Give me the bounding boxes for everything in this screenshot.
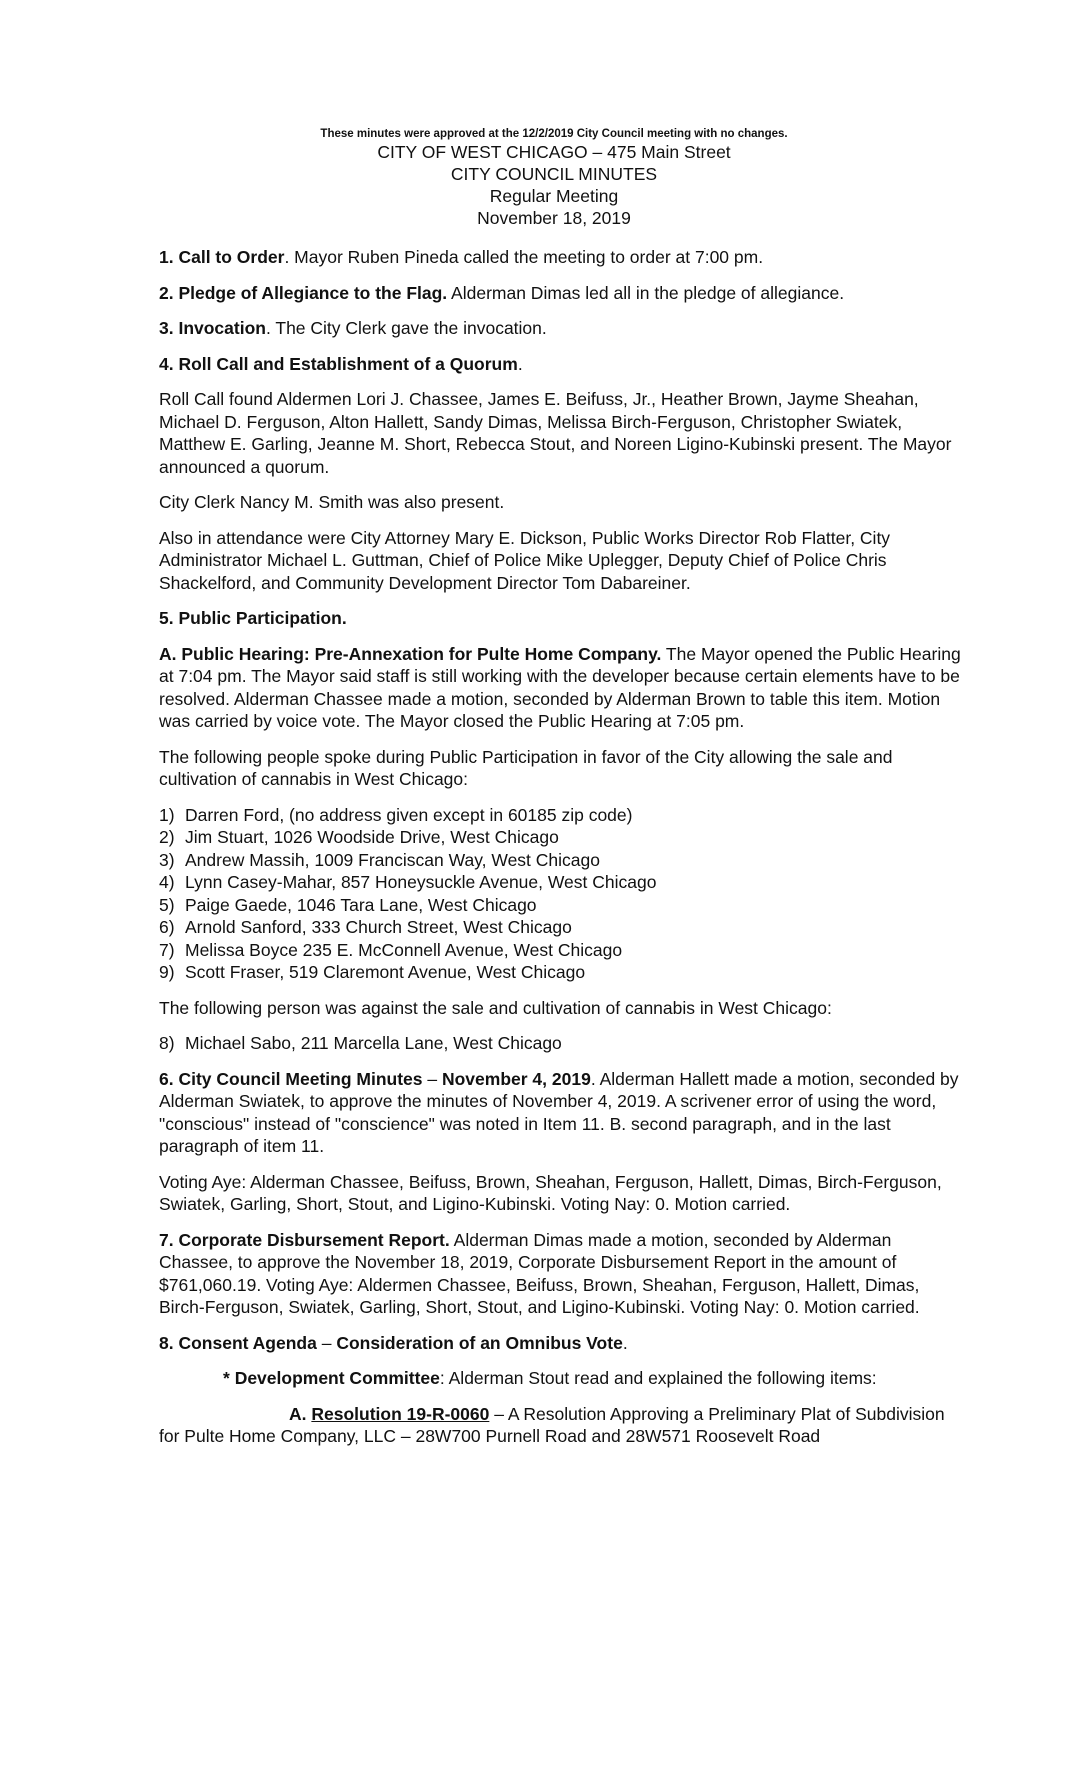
list-text: Paige Gaede, 1046 Tara Lane, West Chicago — [185, 894, 537, 915]
list-text: Lynn Casey-Mahar, 857 Honeysuckle Avenue, West Chicago — [185, 872, 657, 892]
bullet-star: * — [223, 1368, 235, 1388]
committee-name: Development Committee — [234, 1368, 440, 1388]
item-roll-call — [159, 353, 969, 376]
committee-text: : Alderman Stout read and explained the following items: — [439, 1368, 877, 1388]
item-heading-separator: – — [422, 1068, 442, 1089]
public-hearing-heading: A. Public Hearing: Pre-Annexation for Pulte Home Company. — [159, 643, 662, 664]
list-number: 9) — [159, 962, 175, 982]
roll-call-paragraph: Roll Call found Aldermen Lori J. Chassee, James E. Beifuss, Jr., Heather Brown, Jayme Sheahan, Michael D. Ferguson, Alton Hallett, Sandy Dimas, Melissa Birch-Ferguson, Christopher Swiatek, Matthew E. Garling, Jeanne M. Short, Rebecca Stout, and Noreen Ligino-Kubinski present. The Mayor announced a quorum. — [159, 389, 952, 477]
list-number: 5) — [159, 894, 175, 915]
resolution-label: A. — [289, 1403, 312, 1424]
list-text: Jim Stuart, 1026 Woodside Drive, West Chicago — [185, 827, 559, 847]
list-number: 3) — [159, 849, 175, 870]
list-number: 1) — [159, 804, 175, 825]
list-number: 2) — [159, 827, 175, 847]
list-item — [159, 939, 969, 962]
list-text: Arnold Sanford, 333 Church Street, West Chicago — [185, 917, 572, 937]
resolution-number-link[interactable]: Resolution 19-R-0060 — [311, 1403, 490, 1424]
city-address-line: CITY OF WEST CHICAGO – 475 Main Street — [377, 142, 731, 162]
attendance-paragraph: Also in attendance were City Attorney Mary E. Dickson, Public Works Director Rob Flatter, City Administrator Michael L. Guttman, Chief of Police Mike Uplegger, Deputy Chief of Police Chris Shackelford, and Community Development Director Tom Dabareiner. — [159, 527, 891, 593]
list-number: 4) — [159, 872, 175, 892]
list-number: 6) — [159, 917, 175, 937]
list-item — [159, 804, 969, 827]
resolution-item-a — [159, 1403, 969, 1448]
list-text: Michael Sabo, 211 Marcella Lane, West Chicago — [185, 1033, 562, 1053]
item-text: Alderman Dimas led all in the pledge of allegiance. — [447, 282, 845, 303]
item-heading-end: . — [517, 353, 523, 374]
approval-note: These minutes were approved at the 12/2/2019 City Council meeting with no changes. — [320, 128, 788, 140]
list-item — [159, 961, 969, 984]
item-heading: 5. Public Participation. — [159, 608, 347, 628]
item-text: . Mayor Ruben Pineda called the meeting to order at 7:00 pm. — [284, 247, 764, 267]
list-text: Darren Ford, (no address given except in 60185 zip code) — [185, 804, 633, 825]
item-heading: 8. Consent Agenda — [159, 1332, 317, 1353]
item-consent-agenda — [159, 1332, 969, 1355]
minutes-vote-paragraph: Voting Aye: Alderman Chassee, Beifuss, Brown, Sheahan, Ferguson, Hallett, Dimas, Birch-Ferguson, Swiatek, Garling, Short, Stout, and Ligino-Kubinski. Voting Nay: 0. Motion carried. — [159, 1171, 942, 1214]
development-committee-line — [159, 1367, 969, 1390]
item-heading-separator: – — [316, 1332, 337, 1353]
clerk-present-paragraph: City Clerk Nancy M. Smith was also present. — [159, 492, 505, 512]
meeting-type: Regular Meeting — [489, 186, 619, 206]
item-heading-end: . — [622, 1332, 628, 1353]
favor-intro: The following people spoke during Public Participation in favor of the City allowing the sale and cultivation of cannabis in West Chicago: — [159, 746, 893, 789]
item-text: . Alderman Hallett made a motion, seconded by Alderman Swiatek, to approve the minutes of November 4, 2019. A scrivener error of using the word, "conscious" instead of "conscience" was noted in Item 11. B. second paragraph, and in the last paragraph of item 11. — [159, 1068, 959, 1156]
list-number: 8) — [159, 1033, 175, 1053]
item-heading: 2. Pledge of Allegiance to the Flag. — [159, 282, 448, 303]
favor-speaker-list — [159, 804, 969, 984]
minutes-page — [159, 128, 969, 1461]
item-heading: 6. City Council Meeting Minutes — [159, 1068, 423, 1089]
item-text: Alderman Dimas made a motion, seconded by Alderman Chassee, to approve the November 18, 2019, Corporate Disbursement Report in the amount of $761,060.19. Voting Aye: Aldermen Chassee, Beifuss, Brown, Sheahan, Ferguson, Hallett, Dimas, Birch-Ferguson, Swiatek, Garling, Short, Stout, and Ligino-Kubinski. Voting Nay: 0. Motion carried. — [159, 1229, 920, 1317]
item-heading: 1. Call to Order — [159, 247, 285, 267]
against-intro: The following person was against the sale and cultivation of cannabis in West Chicago: — [159, 997, 832, 1018]
list-item — [159, 916, 969, 939]
list-text: Melissa Boyce 235 E. McConnell Avenue, West Chicago — [185, 939, 623, 960]
list-item — [159, 894, 969, 917]
item-council-minutes — [159, 1068, 969, 1158]
item-invocation — [159, 317, 969, 340]
item-text: . The City Clerk gave the invocation. — [265, 318, 547, 338]
document-header — [139, 128, 969, 229]
item-heading: 3. Invocation — [159, 318, 266, 338]
item-call-to-order — [159, 246, 969, 269]
item-heading: 7. Corporate Disbursement Report. — [159, 1229, 450, 1250]
item-heading: 4. Roll Call and Establishment of a Quorum — [159, 353, 518, 374]
list-item — [159, 849, 969, 872]
public-hearing-paragraph — [159, 643, 969, 733]
list-text: Scott Fraser, 519 Claremont Avenue, West Chicago — [185, 962, 586, 982]
meeting-date: November 18, 2019 — [477, 208, 631, 228]
item-public-participation — [159, 607, 969, 630]
document-title: CITY COUNCIL MINUTES — [450, 164, 658, 184]
item-heading-rest: Consideration of an Omnibus Vote — [336, 1332, 623, 1353]
item-disbursement-report — [159, 1229, 969, 1319]
resolution-text: – A Resolution Approving a Preliminary Plat of Subdivision for Pulte Home Company, LLC – 28W700 Purnell Road and 28W571 Roosevelt Road — [159, 1403, 945, 1446]
list-number: 7) — [159, 939, 175, 960]
item-heading-date: November 4, 2019 — [441, 1068, 591, 1089]
against-speaker-list — [159, 1032, 969, 1055]
list-text: Andrew Massih, 1009 Franciscan Way, West Chicago — [185, 849, 600, 870]
list-item — [159, 871, 969, 894]
public-hearing-text: The Mayor opened the Public Hearing at 7:04 pm. The Mayor said staff is still working with the developer because certain elements have to be resolved. Alderman Chassee made a motion, seconded by Alderman Brown to table this item. Motion was carried by voice vote. The Mayor closed the Public Hearing at 7:05 pm. — [159, 643, 961, 731]
item-pledge — [159, 282, 969, 305]
list-item — [159, 1032, 969, 1055]
list-item — [159, 826, 969, 849]
